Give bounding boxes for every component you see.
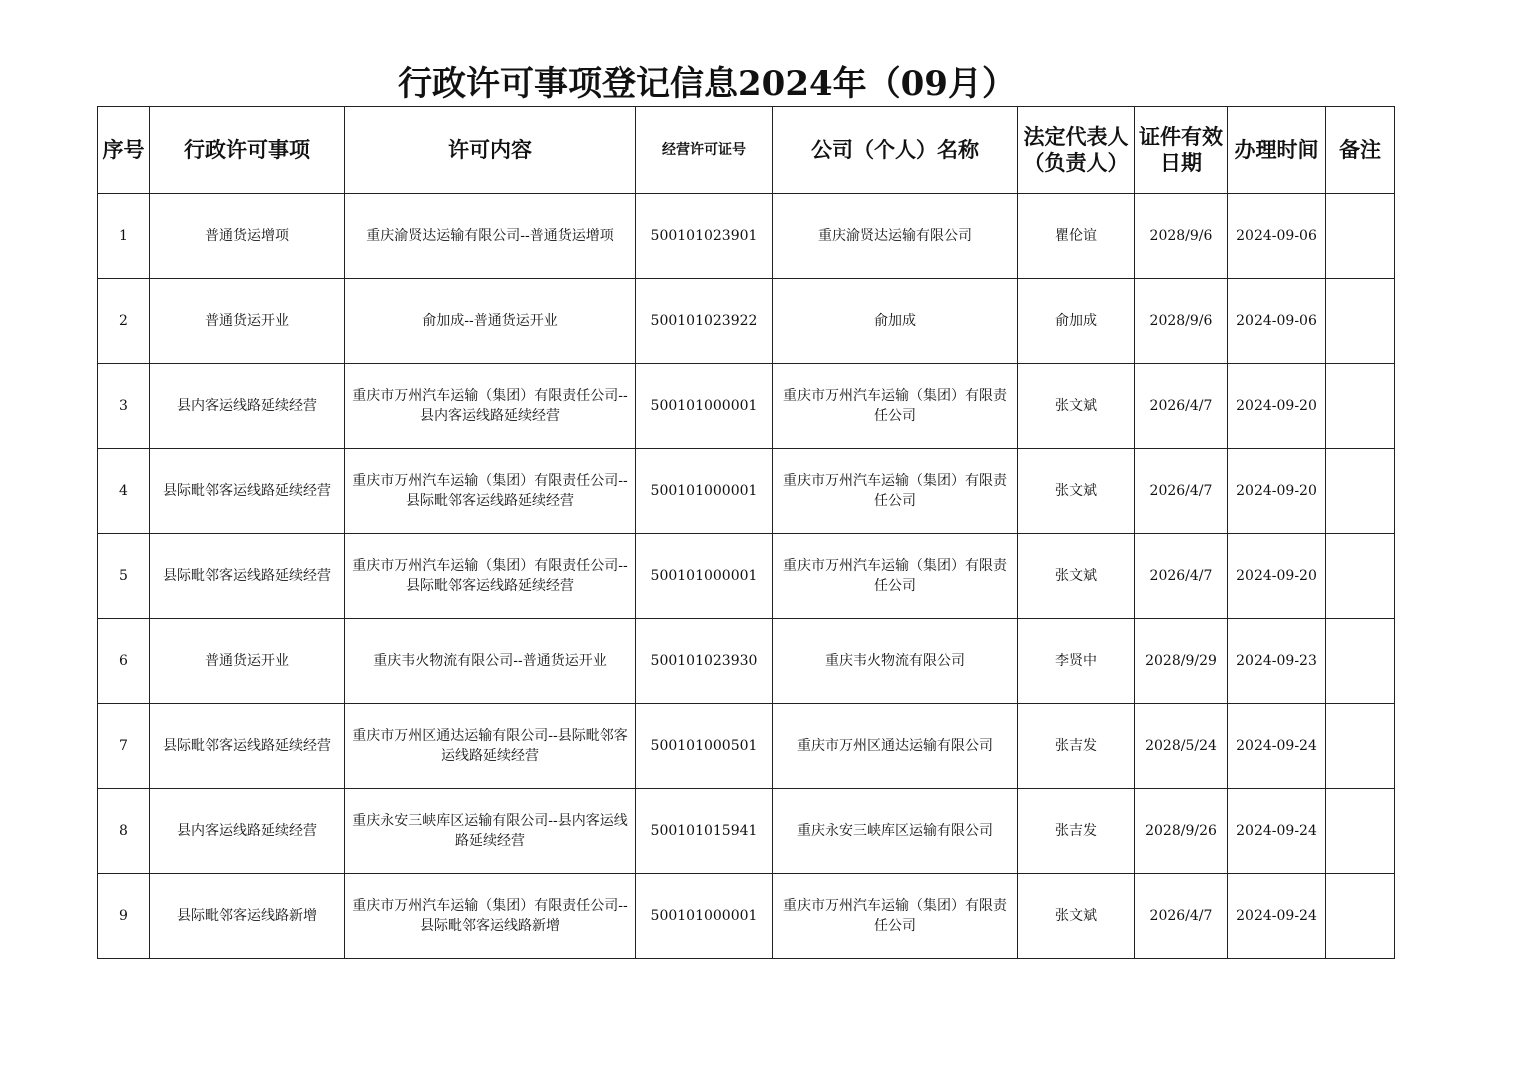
cell-content: 重庆永安三峡库区运输有限公司--县内客运线路延续经营 xyxy=(345,789,636,874)
cell-license-no: 500101023901 xyxy=(636,194,773,279)
cell-handle-time: 2024-09-24 xyxy=(1228,874,1326,959)
cell-seq: 7 xyxy=(98,704,150,789)
cell-valid-date: 2028/5/24 xyxy=(1135,704,1228,789)
cell-remark xyxy=(1326,194,1395,279)
cell-seq: 5 xyxy=(98,534,150,619)
cell-content: 重庆市万州汽车运输（集团）有限责任公司--县际毗邻客运线路延续经营 xyxy=(345,534,636,619)
cell-license-no: 500101000001 xyxy=(636,364,773,449)
cell-license-no: 500101015941 xyxy=(636,789,773,874)
cell-company: 重庆渝贤达运输有限公司 xyxy=(773,194,1018,279)
cell-license-no: 500101000001 xyxy=(636,874,773,959)
cell-handle-time: 2024-09-23 xyxy=(1228,619,1326,704)
cell-company: 重庆市万州汽车运输（集团）有限责任公司 xyxy=(773,364,1018,449)
cell-remark xyxy=(1326,619,1395,704)
cell-seq: 6 xyxy=(98,619,150,704)
cell-company: 重庆市万州汽车运输（集团）有限责任公司 xyxy=(773,874,1018,959)
cell-valid-date: 2026/4/7 xyxy=(1135,449,1228,534)
cell-content: 重庆市万州汽车运输（集团）有限责任公司--县际毗邻客运线路新增 xyxy=(345,874,636,959)
page-title: 行政许可事项登记信息2024年（09月） xyxy=(398,64,1016,104)
cell-item: 县际毗邻客运线路新增 xyxy=(150,874,345,959)
table-row xyxy=(98,534,1395,619)
permit-table xyxy=(97,106,1395,959)
cell-legal-rep: 张文斌 xyxy=(1018,534,1135,619)
cell-item: 普通货运开业 xyxy=(150,279,345,364)
cell-seq: 3 xyxy=(98,364,150,449)
table-row xyxy=(98,704,1395,789)
header-company: 公司（个人）名称 xyxy=(773,107,1018,194)
cell-license-no: 500101023930 xyxy=(636,619,773,704)
table-row xyxy=(98,279,1395,364)
cell-license-no: 500101000501 xyxy=(636,704,773,789)
cell-legal-rep: 俞加成 xyxy=(1018,279,1135,364)
table-row xyxy=(98,874,1395,959)
header-item: 行政许可事项 xyxy=(150,107,345,194)
cell-valid-date: 2026/4/7 xyxy=(1135,364,1228,449)
cell-seq: 9 xyxy=(98,874,150,959)
table-row xyxy=(98,449,1395,534)
cell-content: 重庆市万州汽车运输（集团）有限责任公司--县际毗邻客运线路延续经营 xyxy=(345,449,636,534)
cell-legal-rep: 瞿伦谊 xyxy=(1018,194,1135,279)
table-row xyxy=(98,364,1395,449)
cell-remark xyxy=(1326,534,1395,619)
cell-content: 重庆韦火物流有限公司--普通货运开业 xyxy=(345,619,636,704)
cell-item: 县内客运线路延续经营 xyxy=(150,789,345,874)
cell-item: 县际毗邻客运线路延续经营 xyxy=(150,534,345,619)
cell-company: 重庆市万州汽车运输（集团）有限责任公司 xyxy=(773,449,1018,534)
cell-valid-date: 2028/9/29 xyxy=(1135,619,1228,704)
cell-legal-rep: 张文斌 xyxy=(1018,874,1135,959)
cell-content: 俞加成--普通货运开业 xyxy=(345,279,636,364)
header-seq: 序号 xyxy=(98,107,150,194)
header-legal-rep: 法定代表人（负责人） xyxy=(1018,107,1135,194)
cell-company: 俞加成 xyxy=(773,279,1018,364)
cell-remark xyxy=(1326,449,1395,534)
cell-valid-date: 2028/9/6 xyxy=(1135,279,1228,364)
cell-valid-date: 2028/9/26 xyxy=(1135,789,1228,874)
cell-handle-time: 2024-09-24 xyxy=(1228,789,1326,874)
cell-legal-rep: 张吉发 xyxy=(1018,704,1135,789)
cell-license-no: 500101000001 xyxy=(636,449,773,534)
cell-legal-rep: 张吉发 xyxy=(1018,789,1135,874)
cell-handle-time: 2024-09-06 xyxy=(1228,279,1326,364)
cell-content: 重庆渝贤达运输有限公司--普通货运增项 xyxy=(345,194,636,279)
cell-seq: 2 xyxy=(98,279,150,364)
cell-remark xyxy=(1326,364,1395,449)
cell-legal-rep: 李贤中 xyxy=(1018,619,1135,704)
cell-company: 重庆韦火物流有限公司 xyxy=(773,619,1018,704)
cell-content: 重庆市万州汽车运输（集团）有限责任公司--县内客运线路延续经营 xyxy=(345,364,636,449)
cell-seq: 8 xyxy=(98,789,150,874)
cell-handle-time: 2024-09-06 xyxy=(1228,194,1326,279)
header-row xyxy=(98,107,1395,194)
cell-valid-date: 2026/4/7 xyxy=(1135,874,1228,959)
cell-handle-time: 2024-09-20 xyxy=(1228,449,1326,534)
header-remark: 备注 xyxy=(1326,107,1395,194)
cell-item: 县内客运线路延续经营 xyxy=(150,364,345,449)
cell-seq: 1 xyxy=(98,194,150,279)
table-row xyxy=(98,789,1395,874)
cell-license-no: 500101023922 xyxy=(636,279,773,364)
cell-handle-time: 2024-09-20 xyxy=(1228,364,1326,449)
table-row xyxy=(98,194,1395,279)
cell-content: 重庆市万州区通达运输有限公司--县际毗邻客运线路延续经营 xyxy=(345,704,636,789)
cell-remark xyxy=(1326,279,1395,364)
cell-company: 重庆市万州汽车运输（集团）有限责任公司 xyxy=(773,534,1018,619)
cell-valid-date: 2026/4/7 xyxy=(1135,534,1228,619)
cell-seq: 4 xyxy=(98,449,150,534)
cell-license-no: 500101000001 xyxy=(636,534,773,619)
cell-item: 县际毗邻客运线路延续经营 xyxy=(150,704,345,789)
cell-legal-rep: 张文斌 xyxy=(1018,364,1135,449)
cell-handle-time: 2024-09-24 xyxy=(1228,704,1326,789)
header-valid-date: 证件有效日期 xyxy=(1135,107,1228,194)
cell-company: 重庆市万州区通达运输有限公司 xyxy=(773,704,1018,789)
header-handle-time: 办理时间 xyxy=(1228,107,1326,194)
cell-handle-time: 2024-09-20 xyxy=(1228,534,1326,619)
cell-legal-rep: 张文斌 xyxy=(1018,449,1135,534)
cell-remark xyxy=(1326,874,1395,959)
cell-remark xyxy=(1326,789,1395,874)
cell-valid-date: 2028/9/6 xyxy=(1135,194,1228,279)
cell-item: 普通货运增项 xyxy=(150,194,345,279)
cell-company: 重庆永安三峡库区运输有限公司 xyxy=(773,789,1018,874)
cell-remark xyxy=(1326,704,1395,789)
cell-item: 普通货运开业 xyxy=(150,619,345,704)
header-content: 许可内容 xyxy=(345,107,636,194)
table-row xyxy=(98,619,1395,704)
cell-item: 县际毗邻客运线路延续经营 xyxy=(150,449,345,534)
header-license-no: 经营许可证号 xyxy=(636,107,773,194)
